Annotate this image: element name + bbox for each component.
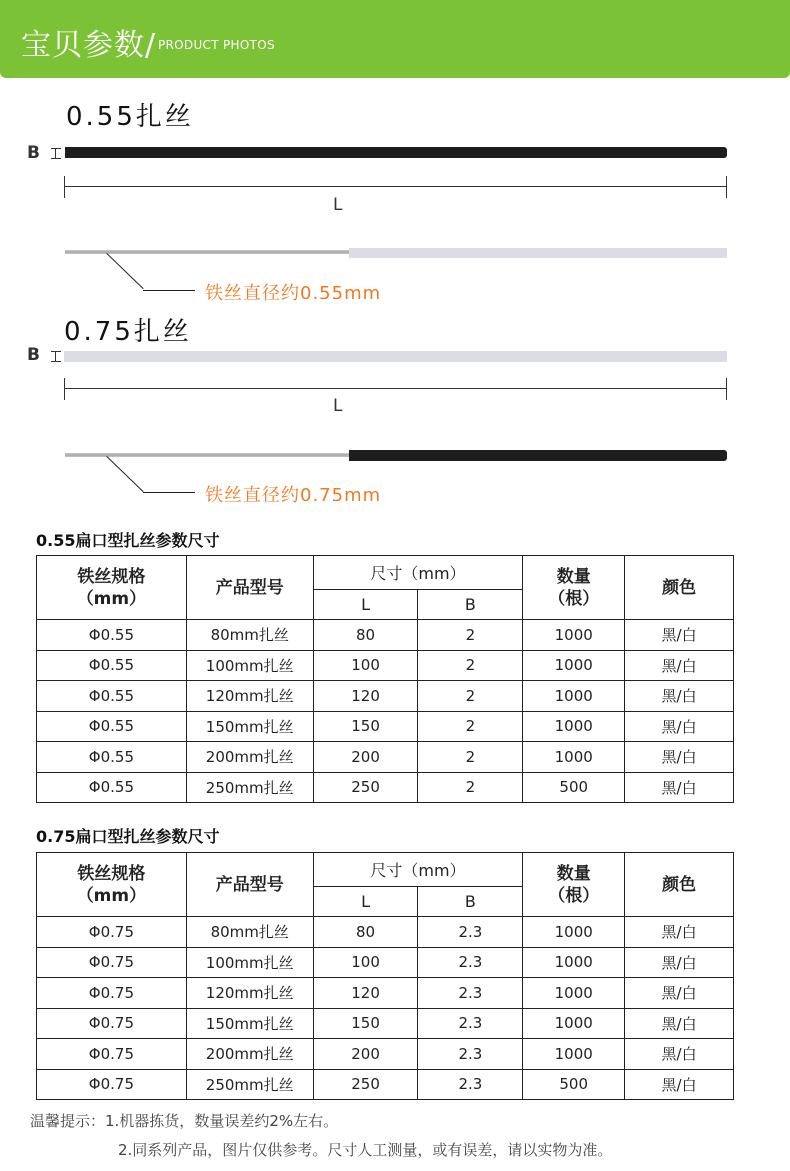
l-dimension-label: L <box>333 396 343 416</box>
header-wire-spec: 铁丝规格 （mm） <box>37 853 187 917</box>
header-color: 颜色 <box>625 556 734 620</box>
callout-leader-diagonal <box>106 456 143 492</box>
table-row: Φ0.55 100mm扎丝 100 2 1000 黑/白 <box>37 650 734 681</box>
callout-leader-horizontal <box>143 290 195 291</box>
header-size: 尺寸（mm） <box>313 853 523 887</box>
header-color: 颜色 <box>625 853 734 917</box>
table-row: Φ0.75 100mm扎丝 100 2.3 1000 黑/白 <box>37 947 734 978</box>
l-dimension-tick-left <box>64 378 65 400</box>
wire-diameter-callout: 铁丝直径约0.55mm <box>205 283 382 304</box>
header-quantity: 数量 （根） <box>523 853 625 917</box>
l-dimension-line <box>64 186 727 187</box>
table-row: Φ0.75 250mm扎丝 250 2.3 500 黑/白 <box>37 1069 734 1100</box>
l-dimension-tick-left <box>64 176 65 198</box>
spec-table-075 <box>36 852 734 1100</box>
header-length: L <box>313 887 418 917</box>
table-row: Φ0.75 200mm扎丝 200 2.3 1000 黑/白 <box>37 1039 734 1070</box>
header-length: L <box>313 590 418 620</box>
table-row: Φ0.55 80mm扎丝 80 2 1000 黑/白 <box>37 620 734 651</box>
table-row: Φ0.55 200mm扎丝 200 2 1000 黑/白 <box>37 742 734 773</box>
strip-white <box>64 351 727 362</box>
b-dimension-marker <box>51 148 61 159</box>
note-line-1: 温馨提示：1.机器拣货，数量误差约2%左右。 <box>30 1112 339 1130</box>
sleeve-black <box>349 450 727 461</box>
strip-black <box>65 147 727 158</box>
table-row: Φ0.55 150mm扎丝 150 2 1000 黑/白 <box>37 711 734 742</box>
banner-title-cn: 宝贝参数/ <box>21 28 157 63</box>
header-model: 产品型号 <box>186 853 313 917</box>
header-banner <box>0 0 790 78</box>
table-075-title: 0.75扁口型扎丝参数尺寸 <box>36 827 220 846</box>
header-model: 产品型号 <box>186 556 313 620</box>
diagram-title: 0.55扎丝 <box>66 102 194 132</box>
b-dimension-marker <box>51 351 61 362</box>
l-dimension-label: L <box>333 195 343 215</box>
banner-title-en: PRODUCT PHOTOS <box>158 38 275 52</box>
header-size: 尺寸（mm） <box>313 556 523 590</box>
b-dimension-label: B <box>27 143 40 163</box>
l-dimension-tick-right <box>726 176 727 198</box>
b-dimension-label: B <box>27 345 40 365</box>
table-row: Φ0.75 80mm扎丝 80 2.3 1000 黑/白 <box>37 917 734 948</box>
diagram-title: 0.75扎丝 <box>64 317 192 347</box>
note-line-2: 2.同系列产品，图片仅供参考。尺寸人工测量，或有误差，请以实物为准。 <box>118 1141 613 1159</box>
callout-leader-horizontal <box>143 492 195 493</box>
header-quantity: 数量 （根） <box>523 556 625 620</box>
callout-leader-diagonal <box>106 253 143 289</box>
header-width: B <box>418 590 523 620</box>
header-wire-spec: 铁丝规格 （mm） <box>37 556 187 620</box>
spec-table-055 <box>36 555 734 803</box>
wire-diameter-callout: 铁丝直径约0.75mm <box>205 485 382 506</box>
table-row: Φ0.55 120mm扎丝 120 2 1000 黑/白 <box>37 681 734 712</box>
table-055-title: 0.55扁口型扎丝参数尺寸 <box>36 531 220 550</box>
sleeve-white <box>349 248 727 258</box>
l-dimension-line <box>64 388 727 389</box>
table-row: Φ0.55 250mm扎丝 250 2 500 黑/白 <box>37 772 734 803</box>
table-row: Φ0.75 120mm扎丝 120 2.3 1000 黑/白 <box>37 978 734 1009</box>
table-row: Φ0.75 150mm扎丝 150 2.3 1000 黑/白 <box>37 1008 734 1039</box>
l-dimension-tick-right <box>726 378 727 400</box>
header-width: B <box>418 887 523 917</box>
